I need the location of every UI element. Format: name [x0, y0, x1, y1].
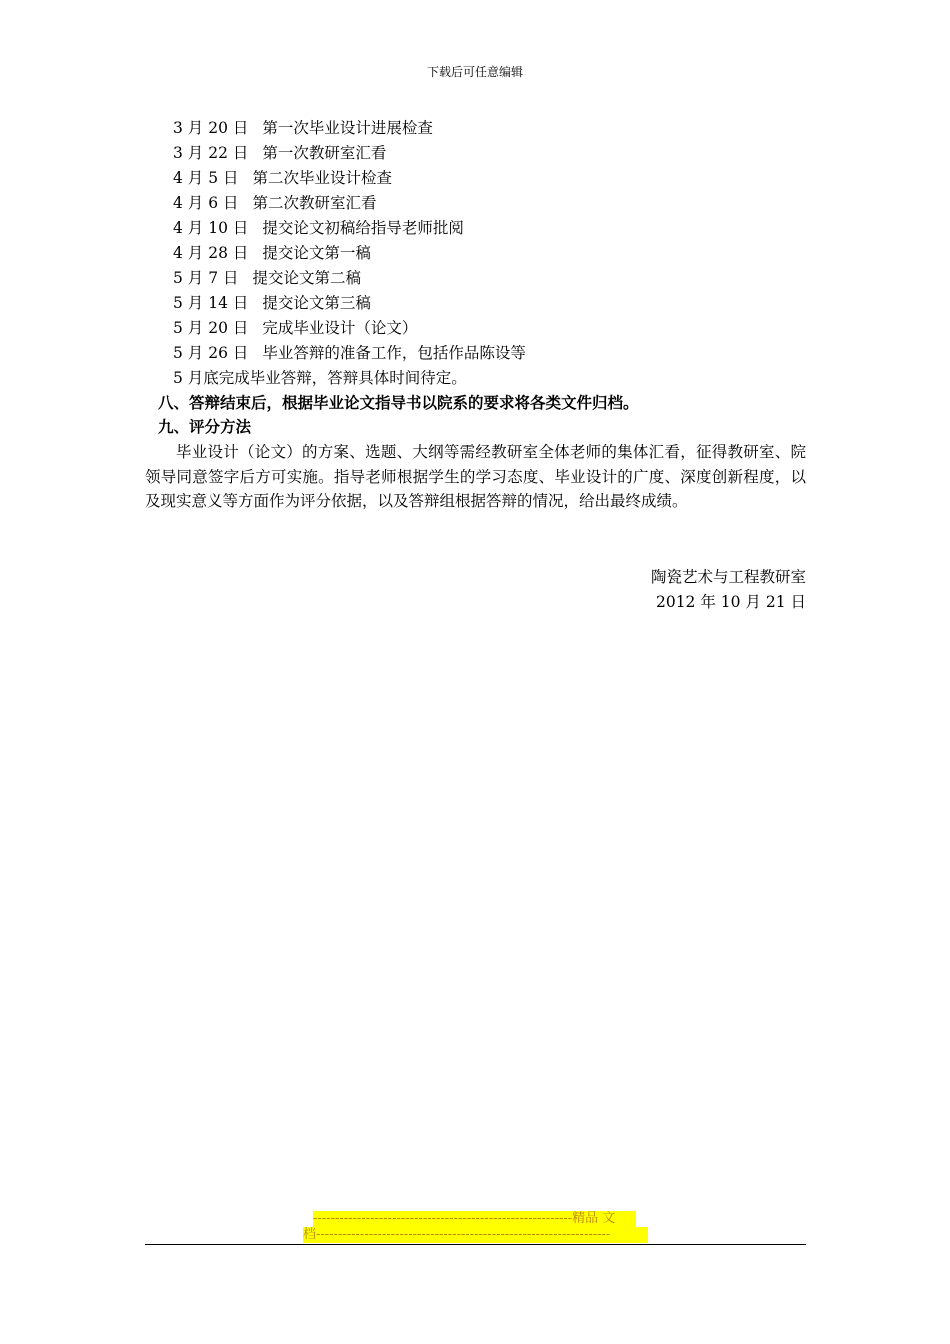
schedule-date: 4 月 5 日 — [173, 169, 239, 187]
schedule-date: 4 月 6 日 — [173, 194, 239, 212]
schedule-row — [173, 266, 526, 291]
schedule-task: 第一次教研室汇看 — [262, 144, 387, 162]
section-8-heading: 八、答辩结束后，根据毕业论文指导书以院系的要求将各类文件归档。 — [158, 394, 639, 412]
schedule-task: 毕业答辩的准备工作，包括作品陈设等 — [262, 344, 526, 362]
schedule-date: 4 月 10 日 — [173, 219, 249, 237]
schedule-row — [173, 141, 526, 166]
schedule-date: 4 月 28 日 — [173, 244, 249, 262]
schedule-task: 完成毕业设计（论文） — [262, 319, 418, 337]
signature-date: 2012 年 10 月 21 日 — [655, 593, 806, 611]
footer-watermark-line2: 档------------------------------------------------------------------- — [303, 1227, 648, 1243]
schedule-row — [173, 241, 526, 266]
schedule-date: 5 月 26 日 — [173, 344, 249, 362]
schedule-task: 提交论文初稿给指导老师批阅 — [262, 219, 464, 237]
schedule-task: 5 月底完成毕业答辩，答辩具体时间待定。 — [173, 369, 467, 387]
schedule-row — [173, 216, 526, 241]
section-9-heading: 九、评分方法 — [158, 418, 252, 436]
schedule-list — [173, 116, 526, 391]
signature-org: 陶瓷艺术与工程教研室 — [650, 568, 806, 586]
schedule-row — [173, 191, 526, 216]
schedule-task: 第二次毕业设计检查 — [252, 169, 393, 187]
schedule-date: 5 月 20 日 — [173, 319, 249, 337]
schedule-date: 3 月 20 日 — [173, 119, 249, 137]
schedule-task: 提交论文第一稿 — [262, 244, 371, 262]
footer-watermark-line1: -----------------------------------------------------------精品 文 — [313, 1211, 636, 1227]
schedule-task: 提交论文第三稿 — [262, 294, 371, 312]
schedule-row — [173, 116, 526, 141]
schedule-task: 第二次教研室汇看 — [252, 194, 377, 212]
schedule-row — [173, 341, 526, 366]
schedule-date: 3 月 22 日 — [173, 144, 249, 162]
schedule-task: 第一次毕业设计进展检查 — [262, 119, 433, 137]
section-9-body: 毕业设计（论文）的方案、选题、大纲等需经教研室全体老师的集体汇看，征得教研室、院领导同意签字后方可实施。指导老师根据学生的学习态度、毕业设计的广度、深度创新程度，以及现实意义等方面作为评分依据，以及答辩组根据答辩的情况，给出最终成绩。 — [145, 443, 806, 510]
schedule-row — [173, 291, 526, 316]
schedule-date: 5 月 14 日 — [173, 294, 249, 312]
schedule-date: 5 月 7 日 — [173, 269, 239, 287]
page-header: 下载后可任意编辑 — [426, 65, 523, 79]
schedule-row — [173, 316, 526, 341]
schedule-task: 提交论文第二稿 — [252, 269, 362, 287]
schedule-row — [173, 166, 526, 191]
footer-rule — [145, 1244, 806, 1245]
schedule-row — [173, 366, 526, 391]
